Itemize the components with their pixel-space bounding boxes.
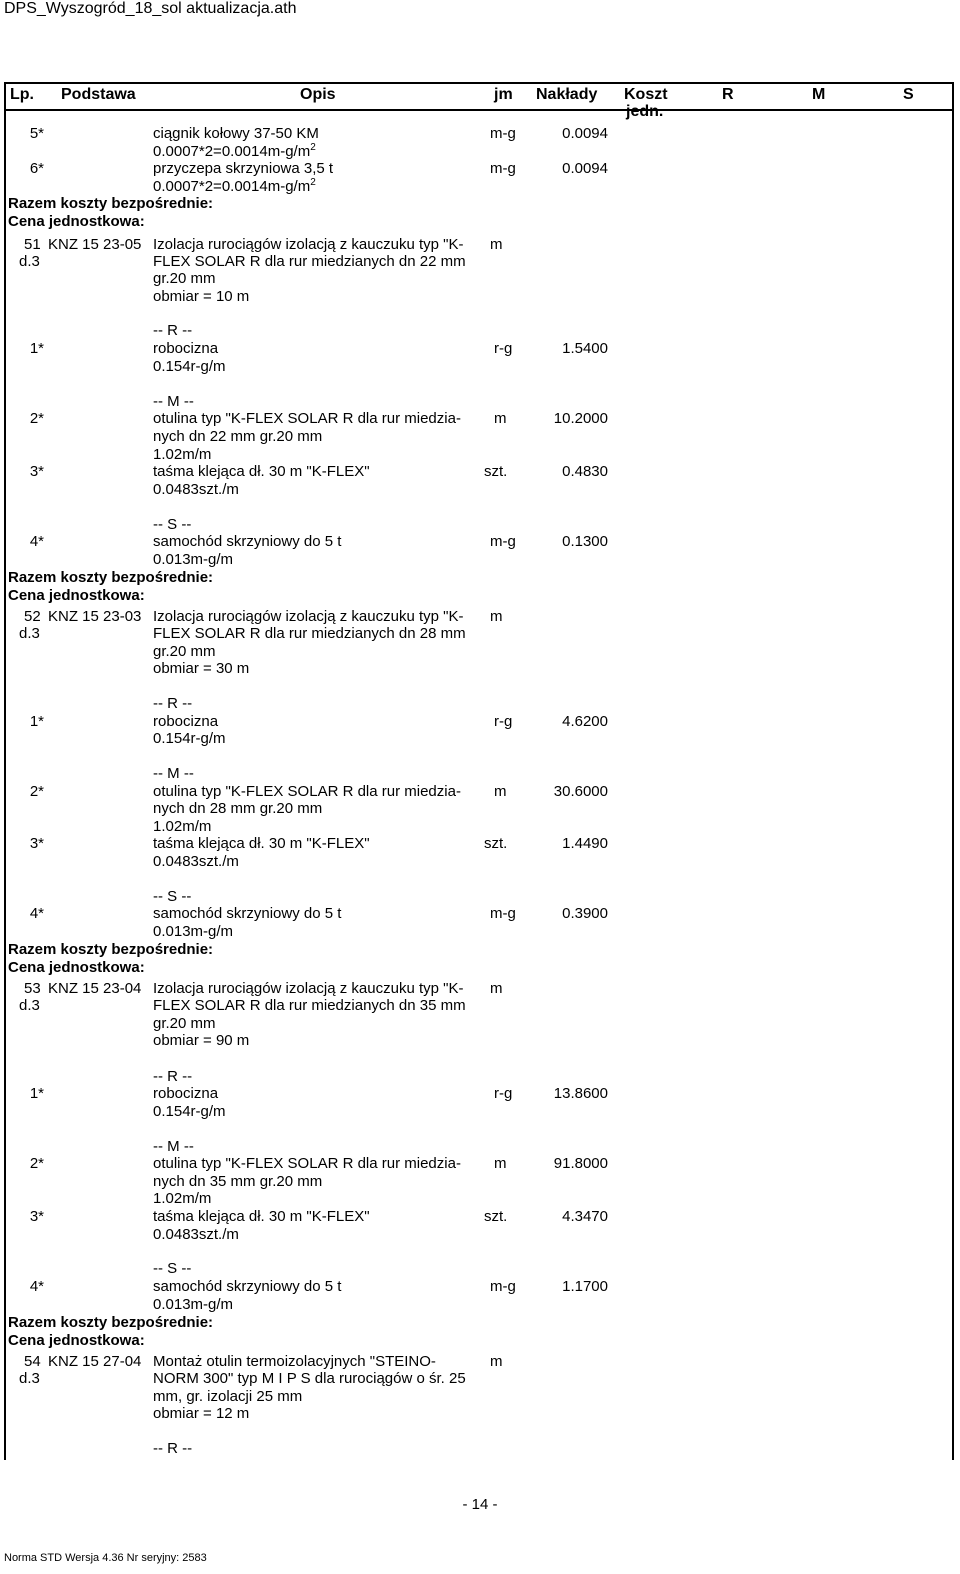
item-norm: 1.02m/m — [153, 1190, 212, 1207]
summary-razem: Razem koszty bezpośrednie: — [8, 941, 214, 958]
row-jm: m-g — [490, 160, 516, 177]
position-desc-2: FLEX SOLAR R dla rur miedzianych dn 28 mm — [153, 625, 466, 642]
item-no: 4* — [29, 1278, 44, 1295]
item-desc: samochód skrzyniowy do 5 t — [153, 905, 342, 922]
row-value: 0.0094 — [562, 125, 608, 142]
document-title: DPS_Wyszogród_18_sol aktualizacja.ath — [4, 0, 297, 17]
position-lp-detail: d.3 — [19, 625, 40, 642]
col-jm: jm — [494, 86, 513, 103]
position-base: KNZ 15 23-05 — [48, 236, 142, 253]
position-obmiar: obmiar = 90 m — [153, 1032, 250, 1049]
item-value: 1.1700 — [562, 1278, 608, 1295]
col-s: S — [903, 86, 914, 103]
position-lp: 54 — [24, 1353, 41, 1370]
item-desc: otulina typ "K-FLEX SOLAR R dla rur miedzia- — [153, 1155, 461, 1172]
item-jm: m-g — [490, 533, 516, 550]
position-desc-1: Montaż otulin termoizolacyjnych "STEINO- — [153, 1353, 436, 1370]
group-r-header: -- R -- — [153, 1068, 193, 1085]
table-top-border — [4, 82, 954, 84]
col-podstawa: Podstawa — [61, 86, 136, 103]
item-value: 1.5400 — [562, 340, 608, 357]
item-desc-cont: nych dn 28 mm gr.20 mm — [153, 800, 323, 817]
group-m-header: -- M -- — [153, 393, 194, 410]
position-desc-2: FLEX SOLAR R dla rur miedzianych dn 35 mm — [153, 997, 466, 1014]
item-jm: r-g — [494, 340, 513, 357]
software-info: Norma STD Wersja 4.36 Nr seryjny: 2583 — [4, 1552, 207, 1564]
summary-razem: Razem koszty bezpośrednie: — [8, 195, 214, 212]
col-m: M — [812, 86, 826, 103]
table-right-border — [952, 82, 954, 1460]
item-desc: samochód skrzyniowy do 5 t — [153, 533, 342, 550]
item-value: 13.8600 — [553, 1085, 608, 1102]
col-koszt: Koszt — [624, 86, 668, 103]
position-desc-3: gr.20 mm — [153, 1015, 216, 1032]
item-jm: m-g — [490, 1278, 516, 1295]
item-jm: r-g — [494, 1085, 513, 1102]
item-desc: otulina typ "K-FLEX SOLAR R dla rur miedzia- — [153, 783, 461, 800]
col-opis: Opis — [300, 86, 336, 103]
item-norm: 0.013m-g/m — [153, 551, 234, 568]
header-bottom-border — [4, 109, 954, 111]
position-lp: 51 — [24, 236, 41, 253]
item-desc: samochód skrzyniowy do 5 t — [153, 1278, 342, 1295]
summary-cena: Cena jednostkowa: — [8, 587, 145, 604]
item-no: 4* — [29, 905, 44, 922]
item-norm: 0.013m-g/m — [153, 923, 234, 940]
item-no: 3* — [29, 1208, 44, 1225]
position-desc-1: Izolacja rurociągów izolacją z kauczuku typ "K- — [153, 236, 464, 253]
position-base: KNZ 15 23-04 — [48, 980, 142, 997]
item-desc: taśma klejąca dł. 30 m "K-FLEX" — [153, 463, 370, 480]
position-lp: 53 — [24, 980, 41, 997]
item-desc: otulina typ "K-FLEX SOLAR R dla rur miedzia- — [153, 410, 461, 427]
item-norm: 0.0483szt./m — [153, 481, 239, 498]
item-norm: 0.0483szt./m — [153, 1226, 239, 1243]
summary-razem: Razem koszty bezpośrednie: — [8, 569, 214, 586]
item-value: 1.4490 — [562, 835, 608, 852]
position-jm: m — [490, 608, 503, 625]
position-desc-3: mm, gr. izolacji 25 mm — [153, 1388, 303, 1405]
position-desc-2: NORM 300" typ M I P S dla rurociągów o śr. 25 — [153, 1370, 466, 1387]
item-no: 1* — [29, 713, 44, 730]
group-r-header: -- R -- — [153, 322, 193, 339]
col-koszt-jedn: jedn. — [626, 103, 664, 120]
row-jm: m-g — [490, 125, 516, 142]
group-m-header: -- M -- — [153, 765, 194, 782]
summary-cena: Cena jednostkowa: — [8, 959, 145, 976]
row-value: 0.0094 — [562, 160, 608, 177]
item-jm: m — [494, 1155, 507, 1172]
item-value: 0.3900 — [562, 905, 608, 922]
item-desc: taśma klejąca dł. 30 m "K-FLEX" — [153, 1208, 370, 1225]
row-desc: przyczepa skrzyniowa 3,5 t — [153, 160, 334, 177]
row-norm: $0.0007*2=0.0014m-g/m^2$ — [153, 177, 316, 195]
item-value: 91.8000 — [553, 1155, 608, 1172]
position-jm: m — [490, 236, 503, 253]
item-jm: m — [494, 783, 507, 800]
item-jm: r-g — [494, 713, 513, 730]
item-norm: 1.02m/m — [153, 818, 212, 835]
item-desc-cont: nych dn 35 mm gr.20 mm — [153, 1173, 323, 1190]
group-s-header: -- S -- — [153, 888, 192, 905]
group-s-header: -- S -- — [153, 1260, 192, 1277]
item-desc: taśma klejąca dł. 30 m "K-FLEX" — [153, 835, 370, 852]
item-no: 3* — [29, 463, 44, 480]
col-naklady: Nakłady — [536, 86, 598, 103]
item-desc: robocizna — [153, 340, 219, 357]
item-jm: szt. — [484, 463, 508, 480]
position-lp-detail: d.3 — [19, 253, 40, 270]
table-left-border — [4, 82, 6, 1460]
position-desc-1: Izolacja rurociągów izolacją z kauczuku typ "K- — [153, 980, 464, 997]
item-value: 0.4830 — [562, 463, 608, 480]
item-norm: 1.02m/m — [153, 446, 212, 463]
summary-cena: Cena jednostkowa: — [8, 213, 145, 230]
item-norm: 0.154r-g/m — [153, 730, 226, 747]
position-jm: m — [490, 1353, 503, 1370]
position-obmiar: obmiar = 30 m — [153, 660, 250, 677]
item-desc-cont: nych dn 22 mm gr.20 mm — [153, 428, 323, 445]
item-jm: szt. — [484, 835, 508, 852]
position-desc-3: gr.20 mm — [153, 643, 216, 660]
position-desc-1: Izolacja rurociągów izolacją z kauczuku typ "K- — [153, 608, 464, 625]
summary-cena: Cena jednostkowa: — [8, 1332, 145, 1349]
group-r-header: -- R -- — [153, 695, 193, 712]
row-no: 6* — [29, 160, 44, 177]
item-jm: m — [494, 410, 507, 427]
item-jm: szt. — [484, 1208, 508, 1225]
item-value: 30.6000 — [553, 783, 608, 800]
position-lp-detail: d.3 — [19, 1370, 40, 1387]
group-s-header: -- S -- — [153, 516, 192, 533]
position-lp: 52 — [24, 608, 41, 625]
item-no: 2* — [29, 410, 44, 427]
col-r: R — [722, 86, 734, 103]
item-desc: robocizna — [153, 1085, 219, 1102]
position-base: KNZ 15 27-04 — [48, 1353, 142, 1370]
item-jm: m-g — [490, 905, 516, 922]
group-r-header: -- R -- — [153, 1440, 193, 1457]
item-value: 0.1300 — [562, 533, 608, 550]
position-lp-detail: d.3 — [19, 997, 40, 1014]
item-no: 1* — [29, 340, 44, 357]
item-norm: 0.013m-g/m — [153, 1296, 234, 1313]
item-desc: robocizna — [153, 713, 219, 730]
summary-razem: Razem koszty bezpośrednie: — [8, 1314, 214, 1331]
row-norm: $0.0007*2=0.0014m-g/m^2$ — [153, 142, 316, 160]
col-lp: Lp. — [10, 86, 34, 103]
position-obmiar: obmiar = 12 m — [153, 1405, 250, 1422]
row-no: 5* — [29, 125, 44, 142]
position-base: KNZ 15 23-03 — [48, 608, 142, 625]
position-desc-3: gr.20 mm — [153, 270, 216, 287]
item-value: 4.3470 — [562, 1208, 608, 1225]
item-no: 2* — [29, 783, 44, 800]
position-desc-2: FLEX SOLAR R dla rur miedzianych dn 22 mm — [153, 253, 466, 270]
item-norm: 0.154r-g/m — [153, 1103, 226, 1120]
item-no: 2* — [29, 1155, 44, 1172]
item-value: 10.2000 — [553, 410, 608, 427]
position-jm: m — [490, 980, 503, 997]
row-desc: ciągnik kołowy 37-50 KM — [153, 125, 319, 142]
item-norm: 0.154r-g/m — [153, 358, 226, 375]
position-obmiar: obmiar = 10 m — [153, 288, 250, 305]
item-no: 3* — [29, 835, 44, 852]
item-no: 1* — [29, 1085, 44, 1102]
item-norm: 0.0483szt./m — [153, 853, 239, 870]
group-m-header: -- M -- — [153, 1138, 194, 1155]
item-value: 4.6200 — [562, 713, 608, 730]
page-number: - 14 - — [462, 1496, 498, 1513]
item-no: 4* — [29, 533, 44, 550]
